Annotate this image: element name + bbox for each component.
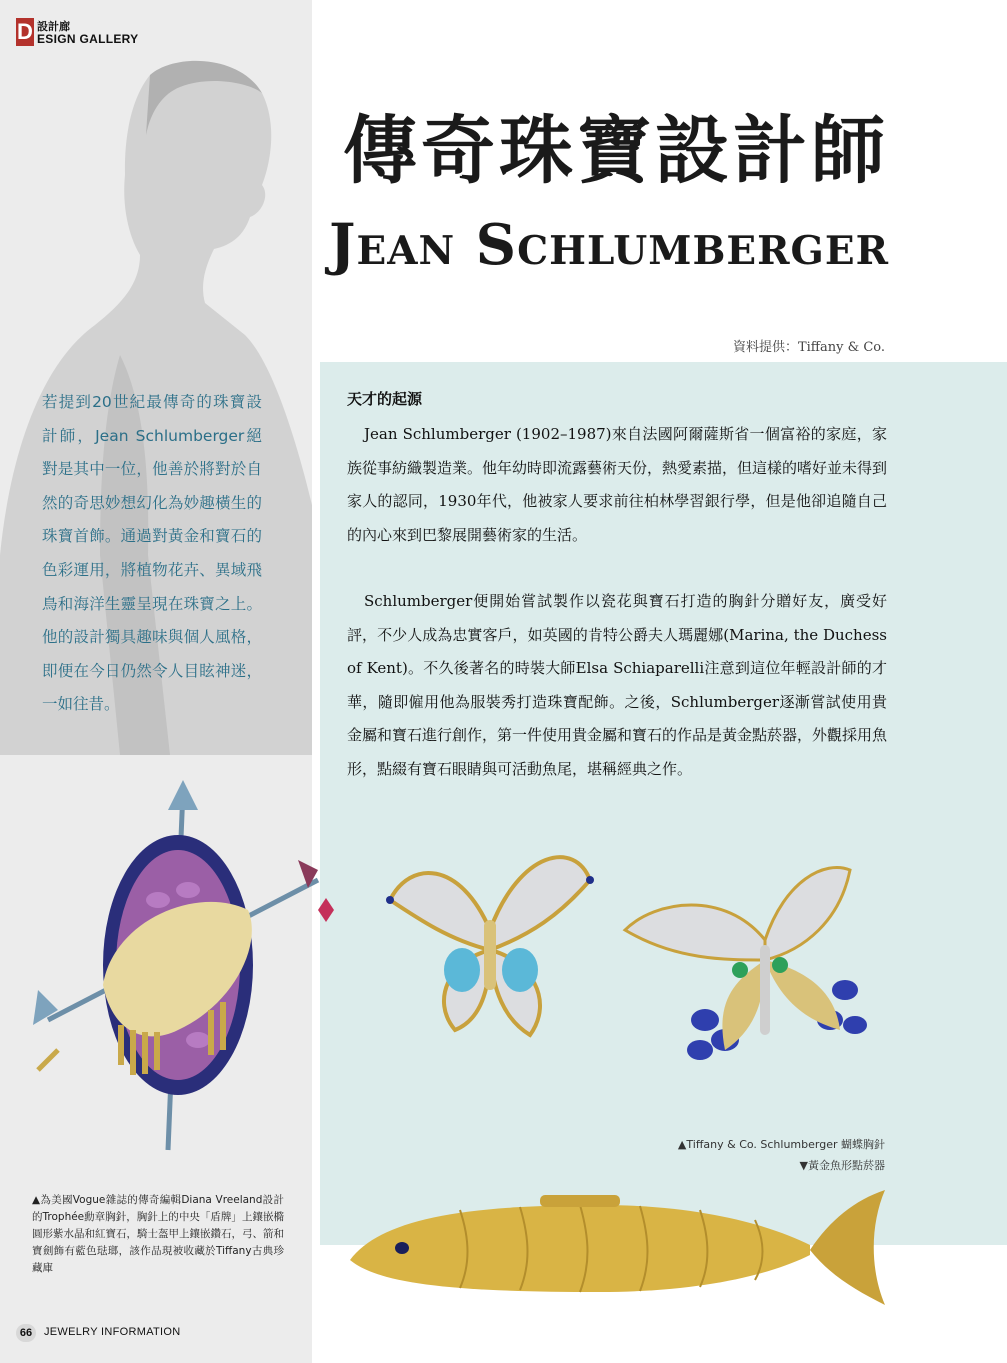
magazine-name: JEWELRY INFORMATION bbox=[44, 1326, 181, 1338]
butterfly-caption: ▲Tiffany & Co. Schlumberger 蝴蝶胸針 bbox=[677, 1138, 885, 1151]
trophee-brooch-image bbox=[18, 770, 338, 1160]
article-paragraph-2 bbox=[347, 585, 887, 786]
trophee-caption: ▲為美國Vogue雜誌的傳奇編輯Diana Vreeland設計的Trophée勳章胸針，胸針上的中央「盾牌」上鑲嵌橢圓形紫水晶和紅寶石，騎士盔甲上鑲嵌鑽石，弓、箭和寶劍飾有藍色琺瑯，該作品現被收藏於Tiffany古典珍藏庫 bbox=[32, 1194, 284, 1274]
article-paragraph-1-text: Jean Schlumberger (1902–1987)來自法國阿爾薩斯省一個富裕的家庭，家族從事紡織製造業。他年幼時即流露藝術天份，熱愛素描，但這樣的嗜好並未得到家人的認同，1930年代，他被家人要求前往柏林學習銀行學，但是他卻追隨自己的內心來到巴黎展開藝術家的生活。 bbox=[347, 425, 888, 544]
section-tag-letter: D bbox=[17, 19, 33, 44]
intro-paragraph: 若提到20世紀最傳奇的珠寶設計師，Jean Schlumberger絕對是其中一位，他善於將對於自然的奇思妙想幻化為妙趣橫生的珠寶首飾。通過對黃金和寶石的色彩運用，將植物花卉、異域飛鳥和海洋生靈呈現在珠寶之上。他的設計獨具趣味與個人風格，即便在今日仍然令人目眩神迷，一如往昔。 bbox=[42, 393, 262, 714]
section-tag-zh: 設計廊 bbox=[37, 20, 70, 33]
section-heading: 天才的起源 bbox=[347, 390, 423, 408]
page-title-zh: 傳奇珠寶設計師 bbox=[343, 108, 889, 194]
image-credit: 資料提供：Tiffany & Co. bbox=[732, 340, 885, 355]
section-tag-en: ESIGN GALLERY bbox=[37, 32, 139, 46]
butterfly-brooch-2-image bbox=[615, 850, 885, 1100]
article-paragraph-1 bbox=[347, 418, 887, 552]
fish-caption: ▼黃金魚形點菸器 bbox=[799, 1159, 885, 1172]
page-title-en: Jean Schlumberger bbox=[329, 212, 889, 278]
article-paragraph-2-text: Schlumberger便開始嘗試製作以瓷花與寶石打造的胸針分贈好友，廣受好評，不少人成為忠實客戶，如英國的肯特公爵夫人瑪麗娜(Marina, the Duchess of Kent)。不久後著名的時裝大師Elsa Schiaparelli注意到這位年輕設計師的才華，隨即僱用他為服裝秀打造珠寶配飾。之後，Schlumberger逐漸嘗試使用貴金屬和寶石進行創作，第一件使用貴金屬和寶石的作品是黃金點菸器，外觀採用魚形，點綴有寶石眼睛與可活動魚尾，堪稱經典之作。 bbox=[347, 592, 888, 778]
fish-lighter-image bbox=[340, 1180, 895, 1315]
page-number: 66 bbox=[16, 1324, 36, 1342]
butterfly-brooch-1-image bbox=[380, 830, 600, 1050]
